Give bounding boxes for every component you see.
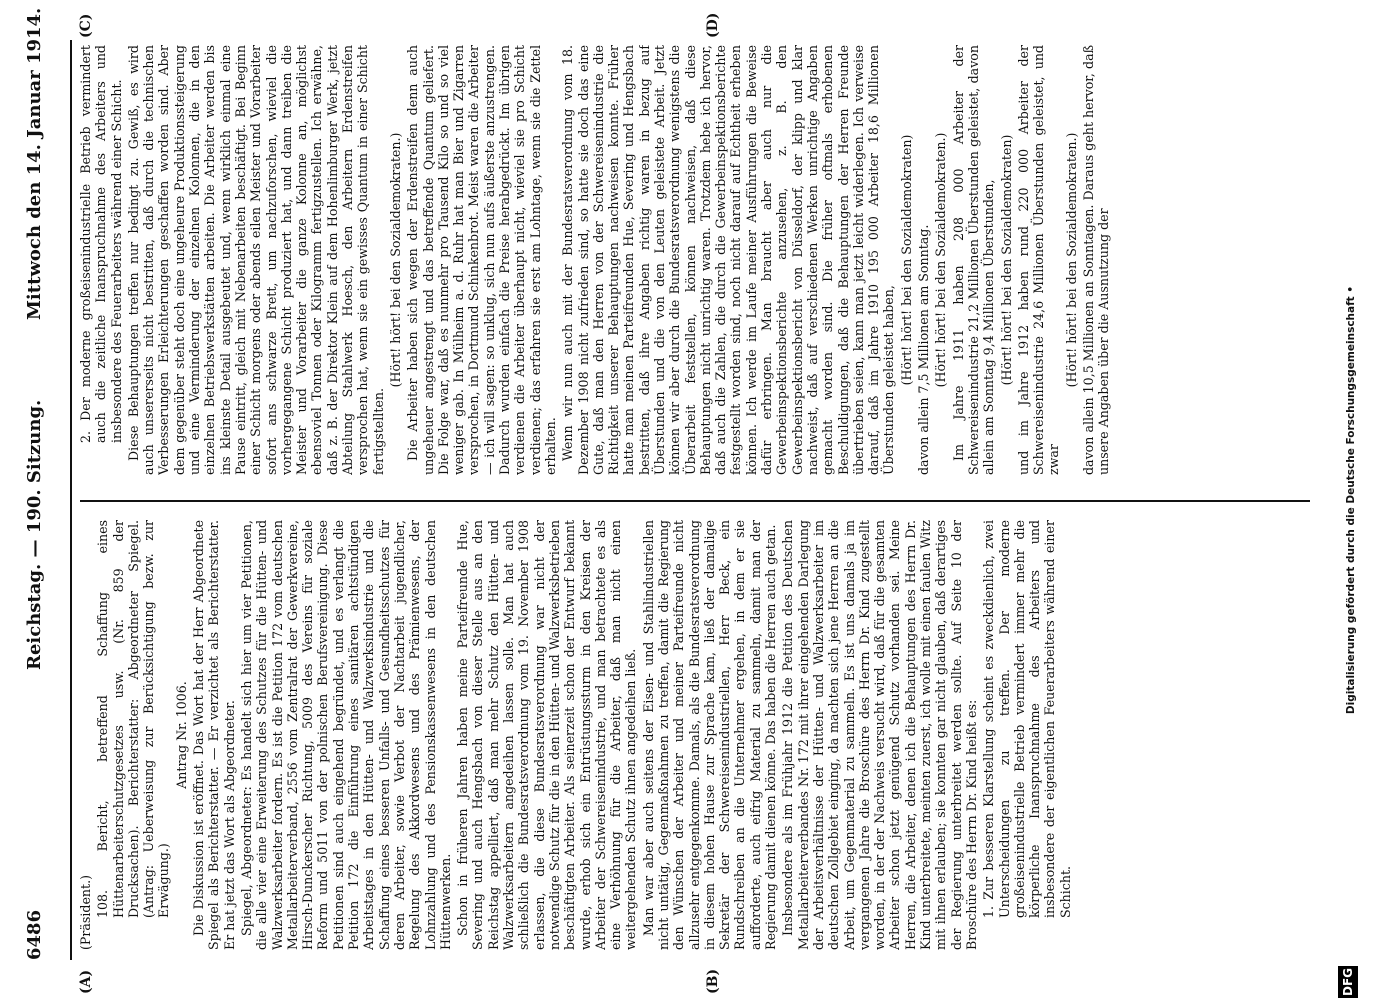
margin-mark-c: (C) — [78, 13, 94, 38]
paragraph: Diese Behauptungen treffen nur bedingt zu. Gewiß, es wird auch unsererseits nicht bestritten, daß durch die technischen Verbesserungen Erleichterungen geschaffen worden sind. Aber dem gegenüber steht doch eine ungeheure Produktionssteigerung und eine Verminderung der einzelnen Kolonnen, die in den einzelnen Betriebswerkstätten arbeiten. Die Arbeiter werden bis ins kleinste Detail ausgebeutet und, wenn wirklich einmal eine Pause eintritt, gleich mit Nebenarbeiten beschäftigt. Bei Beginn einer Schicht morgens oder abends eilen Meister und Vorarbeiter sofort ans schwarze Brett, um nachzuforschen, wieviel die vorhergegangene Schicht produziert hat, und dann treiben die Meister und Vorarbeiter die ganze Kolonne an, möglichst ebensoviel Tonnen oder Kilogramm fertigzustellen. Ich erwähne, daß z. B. der Direktor Klein auf dem Hohenlimburger Werk, jetzt Abteilung Stahlwerk Hoesch, den Arbeitern Erdenstreifen versprochen hat, wenn sie ein gewisses Quantum in einer Schicht fertigstellten. — [125, 45, 386, 475]
page-number: 6486 — [24, 909, 45, 960]
digitization-credit: Digitalisierung gefördert durch die Deutsche Forschungsgemeinschaft • — [1345, 285, 1357, 715]
header-left-title: Reichstag. — 190. Sitzung. — [24, 399, 45, 670]
interjection: (Hört! hört! bei den Sozialdemokraten) — [998, 134, 1014, 386]
page-header — [0, 7, 70, 960]
header-rule — [70, 40, 72, 960]
interjection: (Hört! hört! bei den Sozialdemokraten.) — [1063, 132, 1079, 388]
paragraph: Im Jahre 1911 haben 208 000 Arbeiter der Schwereisenindustrie 21,2 Millionen Überstunden geleistet, davon allein am Sonntag 9,4 Millionen Überstunden, — [950, 45, 997, 475]
paragraph: 1. Zur besseren Klarstellung scheint es zweckdienlich, zwei Unterscheidungen zu treffen. Der moderne großeisenindustrielle Betrieb vermindert immer mehr die körperliche Inanspruchnahme des Arbeiters und insbesondere der eigentlichen Feuerarbeiters während einer Schicht. — [981, 520, 1073, 918]
paragraph: Wenn wir nun auch mit der Bundesratsverordnung vom 18. Dezember 1908 nicht zufrieden sind, so hatte sie doch das eine Gute, daß man den Herren von der Schwereisenindustrie die Richtigkeit unserer Behauptungen nachweisen konnte. Früher hatte man meinen Parteifreunden Hue, Severing und Hengsbach bestritten, daß ihre Angaben richtig waren in bezug auf Überstunden und die von den Leuten geleistete Arbeit. Jetzt können wir aber durch die Bundesratsverordnung wenigstens die Überarbeit feststellen, können nachweisen, daß diese Behauptungen nicht unrichtig waren. Trotzdem hebe ich hervor, daß auch die Zahlen, die durch die Gewerbeinspektionsberichte festgestellt worden sind, noch nicht darauf auf Echtheit erheben können. Ich werde im Laufe meiner Ausführungen die Beweise dafür erbringen. Man braucht aber auch nur die Gewerbeinspektionsberichte anzusehen, z. B. den Gewerbeinspektionsbericht von Düsseldorf, der klipp und klar nachweist, daß auf verschiedenen Werken unrichtige Angaben gemacht worden sind. Die früher oftmals erhobenen Beschuldigungen, daß die Behauptungen der Herren Freunde übertrieben seien, kann man jetzt leicht widerlegen. Ich verweise darauf, daß im Jahre 1910 195 000 Arbeiter 18,6 Millionen Überstunden geleistet haben, — [560, 45, 897, 475]
paragraph: Spiegel, Abgeordneter: Es handelt sich hier um vier Petitionen, die alle vier eine Erweiterung des Schutzes für die Hütten- und Walzwerksarbeiter fordern. Es ist die Petition 172 vom deutschen Metallarbeiterverband, 2556 vom Zentralrat der Gewerkvereine, Hirsch-Dunckerscher Richtung, 5009 des Vereins für soziale Reform und 5011 von der polnischen Berufsvereinigung. Diese Petitionen sind auch eingehend begründet, und es verlangt die Petition 172 die Einführung eines sanitären achtstündigen Arbeitstages in den Hütten- und Walzwerksindustrie und die Schaffung eines besseren Unfalls- und Gesundheitsschutzes für deren Arbeiter, sowie Verbot der Nachtarbeit jugendlicher, Regelung des Akkordwesens und des Prämienwesens, der Lohnzahlung und des Pensionskassenwesens in den deutschen Hüttenwerken. — [238, 520, 453, 950]
right-column — [78, 45, 1318, 475]
header-right-title: Mittwoch den 14. Januar 1914. — [24, 7, 45, 320]
left-column — [78, 520, 1318, 950]
paragraph: (Präsident.) — [78, 874, 93, 950]
paragraph: Schon in früheren Jahren haben meine Parteifreunde Hue, Severing und auch Hengsbach von dieser Stelle aus an den Reichstag appelliert, daß man mehr Schutz den Hütten- und Walzwerksarbeitern angedeihen lassen solle. Man hat auch schließlich die Bundesratsverordnung vom 19. November 1908 erlassen, die diese Bundesratsverordnung war nicht der notwendige Schutz für die in den Hütten- und Walzwerksbetrieben beschäftigten Arbeiter. Als seinerzeit schon der Entwurf bekannt wurde, erhob sich ein Entrüstungssturm in den Kreisen der Arbeiter der Schwereisenindustrie, und man betrachtete es als eine Verhöhnung für die Arbeiter, daß man nicht einen weitergehenden Schutz ihnen angedeihen ließ. — [455, 520, 639, 950]
dfg-logo: DFG — [1338, 966, 1358, 998]
paragraph: 2. Der moderne großeisenindustrielle Betrieb vermindert auch die zeitliche Inanspruchnahme des Arbeiters und insbesondere des Feuerarbeiters während einer Schicht. — [78, 45, 124, 443]
paragraph: 108. Bericht, betreffend Schaffung eines Hüttenarbeiterschutzgesetzes usw. (Nr. 859 der Drucksachen). Berichterstatter: Abgeordneter Spiegel. (Antrag: Ueberweisung zur Berücksichtigung bezw. zur Erwägung.) — [95, 520, 172, 918]
paragraph: davon allein 10,5 Millionen an Sonntagen. Daraus geht hervor, daß unsere Angaben über die Ausnutzung der — [1081, 45, 1112, 475]
interjection: (Hört! hört! bei den Sozialdemokraten) — [898, 134, 914, 386]
paragraph: davon allein 7,5 Millionen am Sonntag. — [916, 224, 932, 475]
paragraph: Antrag Nr. 1006. — [173, 681, 189, 789]
margin-mark-b: (B) — [705, 968, 721, 994]
paragraph: und im Jahre 1912 haben rund 220 000 Arbeiter der Schwereisenindustrie 24,6 Millionen Überstunden geleistet, und zwar — [1015, 45, 1062, 475]
paragraph: Man war aber auch seitens der Eisen- und Stahlindustriellen nicht untätig, Gegenmaßnahmen zu treffen, damit die Regierung den Wünschen der Arbeiter und meiner Parteifreunde nicht allzusehr entgegenkomme. Damals, als die Bundesratsverordnung in diesem hohen Hause zur Sprache kam, ließ der damalige Sekretär der Schwereisenindustriellen, Herr Beck, ein Rundschreiben an die Unternehmer ergehen, in dem er sie aufforderte, auch eifrig Material zu sammeln, damit man der Regierung damit dienen könne. Das haben die Herren auch getan. — [640, 520, 779, 950]
paragraph: Die Diskussion ist eröffnet. Das Wort hat der Herr Abgeordnete Spiegel als Berichterstatter. — Er verzichtet als Berichterstatter. Er hat jetzt das Wort als Abgeordneter. — [191, 520, 237, 950]
margin-mark-d: (D) — [705, 12, 721, 38]
paragraph: Die Arbeiter haben sich wegen der Erdenstreifen denn auch ungeheuer angestrengt und das betreffende Quantum geliefert. Die Folge war, daß es nunmehr pro Tausend Kilo so und so viel weniger gab. In Mülheim a. d. Ruhr hat man Bier und Zigarren versprochen, in Dortmund Schinkenbrot. Meist waren die Arbeiter — ich will sagen: so unklug, sich nun aufs äußerste anzustrengen. Dadurch wurden einfach die Preise herabgedrückt. Im übrigen verdienen die Arbeiter überhaupt nicht, wieviel sie pro Schicht verdienen; das erfahren sie erst am Lohntage, wenn sie die Zettel erhalten. — [405, 45, 558, 475]
margin-mark-a: (A) — [78, 969, 94, 994]
paragraph: Insbesondere als im Frühjahr 1912 die Petition des Deutschen Metallarbeiterverbandes Nr. 172 mit ihrer eingehenden Darlegung der Arbeitsverhältnisse der Hütten- und Walzwerksarbeiter im deutschen Zollgebiet einging, da machten sich jene Herren an die Arbeit, um Gegenmaterial zu sammeln. Es ist uns damals ja im vergangenen Jahre die Broschüre des Herrn Dr. Kind zugestellt worden, in der der Nachweis versucht wird, daß für die gesamten Arbeiter schon jetzt genügend Schutz vorhanden sei. Meine Herren, die Arbeiter, denen ich die Behauptungen des Herrn Dr. Kind unterbreitete, meinten zuerst, ich wolle mit einen faulen Witz mit ihnen erlauben; sie konnten gar nicht glauben, daß derartiges der Regierung unterbreitet werden sollte. Auf Seite 10 der Broschüre des Herrn Dr. Kind heißt es: — [780, 520, 979, 950]
column-divider — [80, 500, 1310, 502]
interjection: (Hört! hört! bei den Sozialdemokraten.) — [387, 132, 403, 388]
interjection: (Hört! hört! bei den Sozialdemokraten.) — [933, 132, 949, 388]
